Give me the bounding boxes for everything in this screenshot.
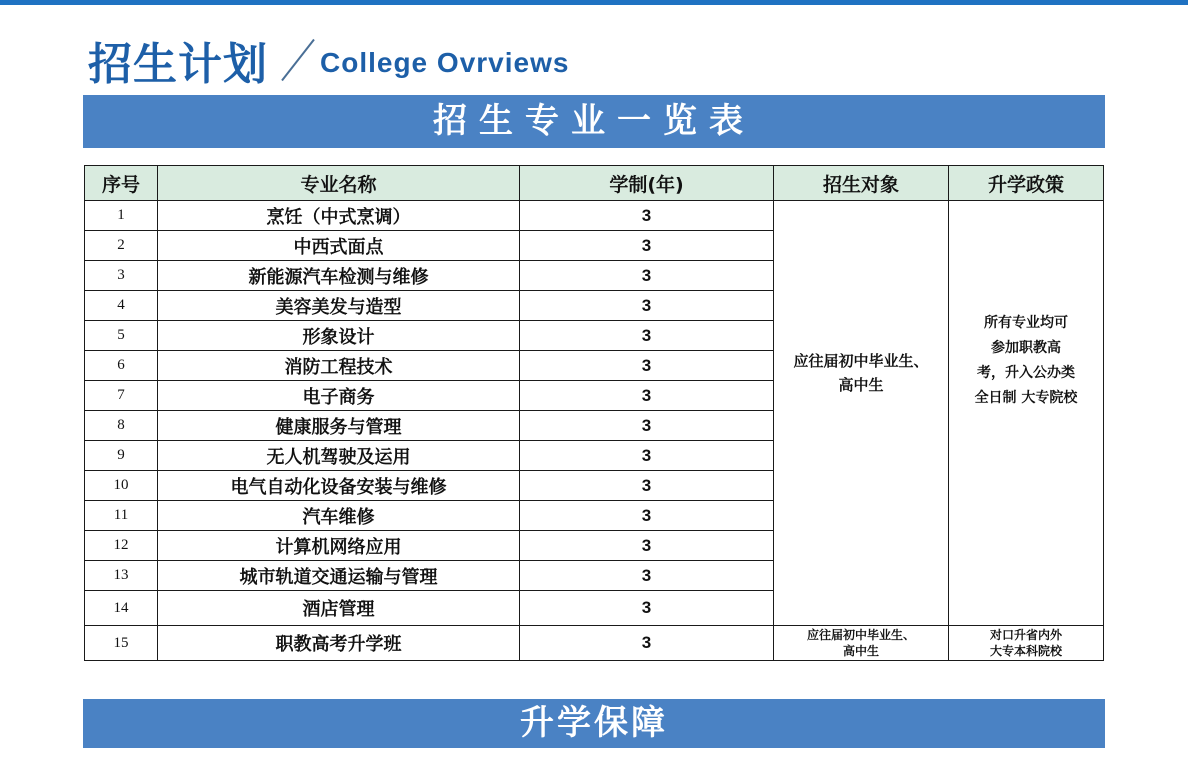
table-header-row bbox=[85, 166, 1104, 201]
major-name: 电子商务 bbox=[158, 381, 520, 411]
row-number: 3 bbox=[85, 261, 158, 291]
major-name: 计算机网络应用 bbox=[158, 531, 520, 561]
study-years: 3 bbox=[520, 411, 774, 441]
major-name: 汽车维修 bbox=[158, 501, 520, 531]
column-header-major: 专业名称 bbox=[158, 166, 520, 201]
major-name: 职教高考升学班 bbox=[158, 626, 520, 661]
study-years: 3 bbox=[520, 441, 774, 471]
column-header-target: 招生对象 bbox=[774, 166, 949, 201]
page-header bbox=[88, 30, 569, 90]
target-students-last: 应往届初中毕业生、 高中生 bbox=[774, 626, 949, 661]
row-number: 9 bbox=[85, 441, 158, 471]
row-number: 5 bbox=[85, 321, 158, 351]
major-name: 美容美发与造型 bbox=[158, 291, 520, 321]
admission-policy: 所有专业均可 参加职教高 考，升入公办类 全日制 大专院校 bbox=[949, 201, 1104, 626]
row-number: 2 bbox=[85, 231, 158, 261]
row-number: 12 bbox=[85, 531, 158, 561]
enrollment-list-banner: 招生专业一览表 bbox=[83, 95, 1105, 148]
study-years: 3 bbox=[520, 201, 774, 231]
top-accent-bar bbox=[0, 0, 1188, 5]
row-number: 4 bbox=[85, 291, 158, 321]
study-years: 3 bbox=[520, 501, 774, 531]
study-years: 3 bbox=[520, 531, 774, 561]
study-years: 3 bbox=[520, 626, 774, 661]
major-name: 无人机驾驶及运用 bbox=[158, 441, 520, 471]
study-years: 3 bbox=[520, 591, 774, 626]
table-row bbox=[85, 201, 1104, 231]
major-name: 消防工程技术 bbox=[158, 351, 520, 381]
row-number: 7 bbox=[85, 381, 158, 411]
page-subtitle: College Ovrviews bbox=[320, 47, 570, 78]
row-number: 11 bbox=[85, 501, 158, 531]
major-name: 电气自动化设备安装与维修 bbox=[158, 471, 520, 501]
major-name: 形象设计 bbox=[158, 321, 520, 351]
study-years: 3 bbox=[520, 471, 774, 501]
row-number: 1 bbox=[85, 201, 158, 231]
row-number: 8 bbox=[85, 411, 158, 441]
column-header-years: 学制(年) bbox=[520, 166, 774, 201]
major-name: 城市轨道交通运输与管理 bbox=[158, 561, 520, 591]
major-name: 酒店管理 bbox=[158, 591, 520, 626]
major-name: 中西式面点 bbox=[158, 231, 520, 261]
column-header-policy: 升学政策 bbox=[949, 166, 1104, 201]
admission-guarantee-banner: 升学保障 bbox=[83, 699, 1105, 748]
study-years: 3 bbox=[520, 381, 774, 411]
row-number: 13 bbox=[85, 561, 158, 591]
study-years: 3 bbox=[520, 321, 774, 351]
study-years: 3 bbox=[520, 231, 774, 261]
row-number: 15 bbox=[85, 626, 158, 661]
major-name: 健康服务与管理 bbox=[158, 411, 520, 441]
admission-policy-last: 对口升省内外 大专本科院校 bbox=[949, 626, 1104, 661]
row-number: 6 bbox=[85, 351, 158, 381]
page-title: 招生计划 bbox=[88, 39, 268, 90]
column-header-no: 序号 bbox=[85, 166, 158, 201]
table-row bbox=[85, 626, 1104, 661]
study-years: 3 bbox=[520, 561, 774, 591]
title-divider bbox=[278, 37, 318, 83]
study-years: 3 bbox=[520, 261, 774, 291]
row-number: 14 bbox=[85, 591, 158, 626]
study-years: 3 bbox=[520, 351, 774, 381]
major-name: 烹饪（中式烹调） bbox=[158, 201, 520, 231]
enrollment-table bbox=[84, 165, 1104, 661]
target-students: 应往届初中毕业生、 高中生 bbox=[774, 201, 949, 626]
study-years: 3 bbox=[520, 291, 774, 321]
row-number: 10 bbox=[85, 471, 158, 501]
major-name: 新能源汽车检测与维修 bbox=[158, 261, 520, 291]
